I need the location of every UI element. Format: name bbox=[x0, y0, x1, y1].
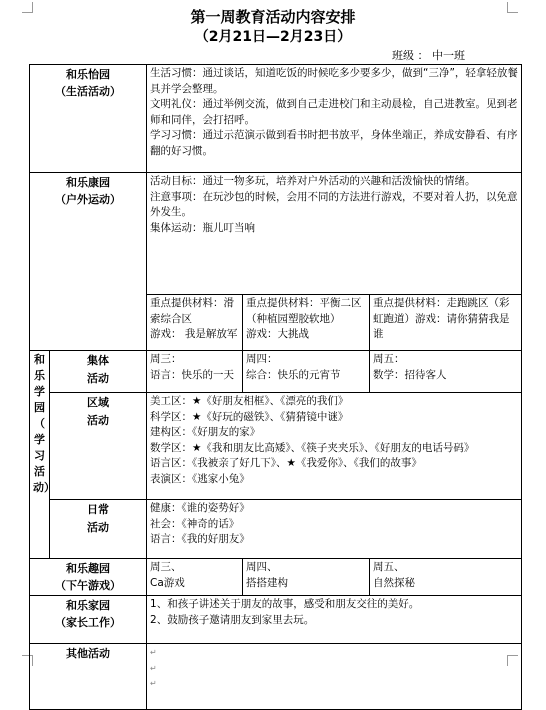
daily-activities-content bbox=[147, 500, 522, 559]
learning-activities-header bbox=[30, 351, 55, 559]
day-label: 周三： bbox=[150, 353, 182, 365]
paragraph-mark-icon: ↵ bbox=[150, 648, 157, 657]
outdoor-activities-content bbox=[147, 173, 522, 295]
class-label: 班级 ： 中一班 bbox=[392, 49, 465, 62]
outdoor-zone bbox=[147, 295, 243, 351]
paragraph-mark-icon: ↵ bbox=[150, 679, 157, 688]
content-line: 美工区：★《好朋友相框》、《漂亮的我们》 bbox=[150, 395, 349, 407]
other-activities-header: 其他活动 bbox=[30, 644, 147, 710]
header-char: 学 bbox=[34, 433, 45, 446]
content-line: 健康：《谁的姿势好》 bbox=[150, 502, 250, 514]
header-line: （家长工作） bbox=[55, 616, 121, 629]
header-line: （生活活动） bbox=[55, 85, 121, 98]
content-line: 表演区：《逃家小兔》 bbox=[150, 472, 250, 485]
header-char: 学 bbox=[34, 385, 45, 398]
day-content: 搭搭建构 bbox=[246, 576, 289, 589]
afternoon-game-day bbox=[147, 559, 243, 596]
zone-game: 游戏：大挑战 bbox=[246, 328, 310, 340]
label-line: 活动 bbox=[87, 372, 109, 385]
afternoon-game-day bbox=[243, 559, 370, 596]
outdoor-zone bbox=[243, 295, 370, 351]
document-title: 第一周教育活动内容安排 bbox=[190, 8, 356, 26]
header-line: （户外运动） bbox=[55, 193, 121, 206]
header-line: 和乐怡园 bbox=[66, 68, 110, 81]
label-line: 活动 bbox=[87, 414, 109, 427]
afternoon-game-day bbox=[370, 559, 522, 596]
outdoor-activities-row bbox=[30, 173, 522, 295]
day-label: 周五、 bbox=[373, 561, 405, 573]
life-activities-content bbox=[147, 65, 522, 173]
content-line: 数学区：★《我和朋友比高矮》、《筷子夹夹乐》、《好朋友的电话号码》 bbox=[150, 441, 475, 454]
content-line: 文明礼仪：通过举例交流，做到自己走进校门和主动晨检，自己进教室。见到老师和同伴，会打招呼。 bbox=[150, 98, 518, 126]
header-char: 园 bbox=[34, 401, 45, 414]
content-line: 注意事项：在玩沙包的时候，会用不同的方法进行游戏，不要对着人扔，以免意外发生。 bbox=[150, 190, 518, 218]
label-line: 日常 bbox=[87, 503, 109, 516]
daily-activities-row bbox=[30, 500, 522, 559]
zone-material: 重点提供材料：走跑跳区（彩虹跑道）游戏：请你猜猜我是谁 bbox=[373, 297, 510, 340]
family-work-content bbox=[147, 596, 522, 644]
date-range: （2月21日—2月23日） bbox=[194, 29, 352, 45]
day-label: 周四、 bbox=[246, 561, 278, 573]
content-line: 科学区：★《好玩的磁铁》、《猜猜镜中谜》 bbox=[150, 410, 349, 423]
family-work-header bbox=[30, 596, 147, 644]
label-line: 活动 bbox=[87, 521, 109, 534]
label-line: 区域 bbox=[87, 396, 109, 409]
collective-activities-row bbox=[30, 351, 522, 393]
area-activities-label bbox=[50, 393, 147, 500]
collective-day bbox=[370, 351, 522, 393]
collective-day bbox=[243, 351, 370, 393]
content-line: 社会：《神奇的话》 bbox=[150, 517, 240, 530]
zone-game: 游戏： 我是解放军 bbox=[150, 328, 238, 340]
header-line: （下午游戏） bbox=[55, 579, 121, 592]
header-char: 乐 bbox=[34, 369, 45, 382]
activity-schedule-table bbox=[29, 64, 522, 710]
label-line: 集体 bbox=[87, 354, 109, 367]
area-activities-content bbox=[147, 393, 522, 500]
day-content: 数学：招待客人 bbox=[373, 368, 447, 381]
header-char: 习 bbox=[34, 449, 45, 462]
day-content: 综合：快乐的元宵节 bbox=[246, 368, 341, 381]
content-line: 建构区：《好朋友的家》 bbox=[150, 426, 261, 438]
life-activities-row bbox=[30, 65, 522, 173]
other-activities-row bbox=[30, 644, 522, 710]
day-content: Ca游戏 bbox=[150, 576, 185, 589]
day-content: 自然探秘 bbox=[373, 576, 416, 589]
collective-activities-label bbox=[50, 351, 147, 393]
other-activities-content bbox=[147, 644, 522, 710]
content-line: 2、鼓励孩子邀请朋友到家里去玩。 bbox=[150, 613, 315, 626]
zone-material: 重点提供材料：滑索综合区 bbox=[150, 297, 235, 325]
content-line: 语言区：《我被亲了好几下》、★《我爱你》、《我们的故事》 bbox=[150, 457, 422, 469]
content-line: 生活习惯：通过谈话，知道吃饭的时候吃多少要多少，做到“三净”，轻拿轻放餐具并学会整理。 bbox=[150, 67, 518, 95]
family-work-row bbox=[30, 596, 522, 644]
header-char: （ bbox=[34, 417, 45, 430]
zone-material: 重点提供材料：平衡二区（种植园塑胶软地） bbox=[246, 297, 362, 325]
header-line: 和乐康园 bbox=[66, 176, 110, 189]
header-line: 和乐趣园 bbox=[66, 562, 110, 575]
header-char: 和 bbox=[34, 353, 45, 366]
header-char: 动） bbox=[33, 481, 55, 494]
afternoon-games-row bbox=[30, 559, 522, 596]
content-line: 集体运动：瓶儿叮当响 bbox=[150, 221, 256, 234]
life-activities-header bbox=[30, 65, 147, 173]
header-char: 活 bbox=[34, 465, 45, 478]
day-label: 周五： bbox=[373, 353, 405, 365]
paragraph-mark-icon: ↵ bbox=[150, 663, 157, 673]
content-line: 活动目标：通过一物多玩，培养对户外活动的兴趣和活泼愉快的情绪。 bbox=[150, 175, 476, 187]
day-label: 周四： bbox=[246, 353, 278, 365]
outdoor-activities-header bbox=[30, 173, 147, 351]
area-activities-row bbox=[30, 393, 522, 500]
content-line: 语言：《我的好朋友》 bbox=[150, 533, 250, 545]
collective-day bbox=[147, 351, 243, 393]
outdoor-zone bbox=[370, 295, 522, 351]
content-line: 1、和孩子讲述关于朋友的故事，感受和朋友交往的美好。 bbox=[150, 598, 420, 610]
afternoon-games-header bbox=[30, 559, 147, 596]
header-line: 和乐家园 bbox=[66, 599, 110, 612]
day-label: 周三、 bbox=[150, 561, 182, 573]
content-line: 学习习惯：通过示范演示做到看书时把书放平，身体坐端正，养成安静看、有序翻的好习惯。 bbox=[150, 129, 518, 157]
day-content: 语言：快乐的一天 bbox=[150, 368, 235, 381]
daily-activities-label bbox=[50, 500, 147, 559]
